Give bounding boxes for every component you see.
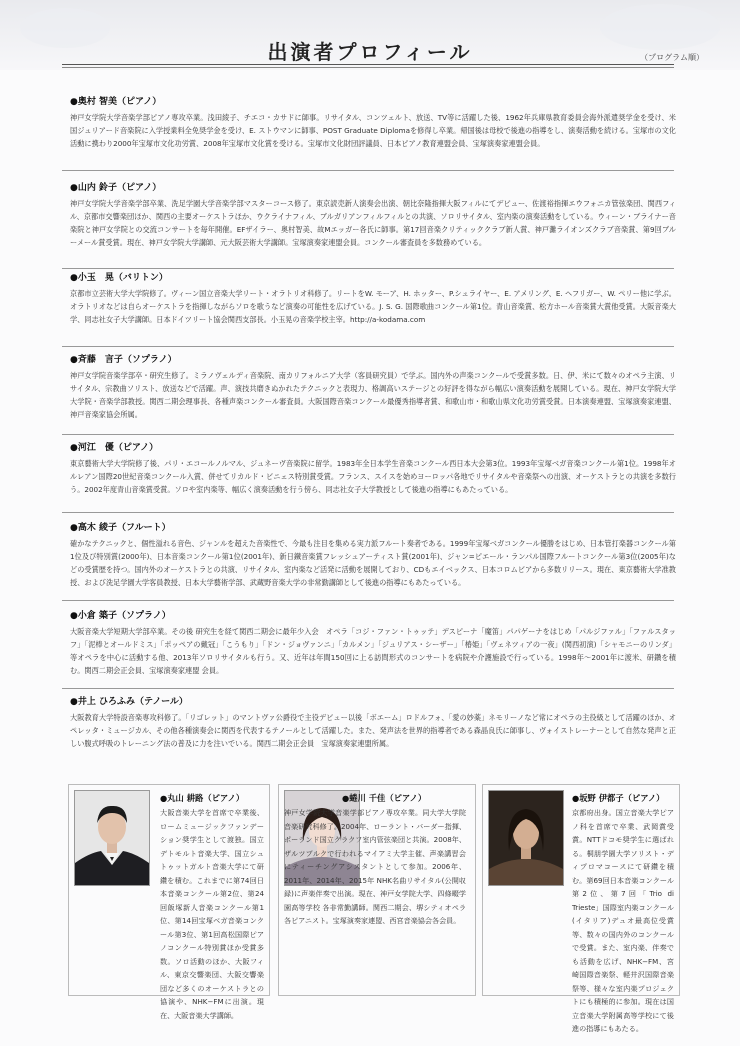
performer-bio: 神戸女学院音楽学部卒・研究生修了。ミラノヴェルディ音楽院、南カリフォルニア大学（客員研究員）で学ぶ。国内外の声楽コンクールで受賞多数。日、伊、米にて数々のオペラ主演、リサイタル、宗教曲ソリスト、放送などで活躍。声、演技共磨きぬかれたテクニックと表現力、格調高いステージとの好評を得ながら幅広い演奏活動を展開している。現在、神戸女学院大学大学院・音楽学部教授。関西二期会理事長、各種声楽コンクール審査員。大阪国際音楽コンクール最優秀指導者賞、和歌山市・和歌山県文化功労賞受賞。日本演奏連盟、宝塚演奏家連盟、神戸音楽家協会所属。 xyxy=(70,371,676,419)
section-divider xyxy=(62,346,674,347)
section-divider xyxy=(62,512,674,513)
profile-entry xyxy=(70,352,676,421)
performer-bio: 神戸女学院大学音楽学部ピアノ専攻卒業。同大学大学院音楽研究科修了。2004年、ローラント・バーダー指揮、ポーランド国立クラクフ室内管弦楽団と共演。2008年、ザルツブルクで行われるマイアミ大学主催、声楽講習会にティーチングアシスタントとして参加。2006年、2011年、2014年、2015年 NHK名曲リサイタル(公開収録)に声楽伴奏で出演。現在、神戸女学院大学、四條畷学園高等学校 各非常勤講師。関西二期会、堺シティオペラ 各ピアニスト。宝塚演奏家連盟、西宮音楽協会各会員。 xyxy=(284,808,466,925)
title-rule xyxy=(62,64,674,65)
profile-entry xyxy=(70,180,676,249)
performer-bio: 神戸女学院大学音楽学部ピアノ専攻卒業。浅田綾子、チエコ・カサドに師事。リサイタル、コンツェルト、放送、TV等に活躍した後、1962年兵庫県教育委員会海外派遣奨学金を受け、米国ジュリアード音楽院に入学授業料全免奨学金を受け、E. ストウマンに師事、POST Graduate Diplomaを修得し卒業。帰国後は母校で後進の指導をし、演奏活動を続ける。宝塚市の文化活動に携わり2000年宝塚市文化功労賞、2008年宝塚市文化賞を受ける。宝塚市文化財団評議員、日本ピアノ教育連盟会員、宝塚演奏家連盟会員。 xyxy=(70,113,676,148)
performer-name: ●斉藤 言子（ソプラノ） xyxy=(70,355,177,365)
section-divider xyxy=(62,688,674,689)
performer-name: ●高木 綾子（フルート） xyxy=(70,523,171,533)
performer-photo xyxy=(74,790,150,886)
performer-card xyxy=(488,790,674,1033)
profile-entry xyxy=(70,270,676,326)
performer-bio: 大阪教育大学特設音楽専攻科修了。「リゴレット」のマントヴァ公爵役で主役デビュー以後「ボエーム」ロドルフォ、「愛の妙薬」ネモリーノなど常にオペラの主役級として活躍のほか、オペレッタ・ミュージカル、その他各種演奏会に関西を代表するテノールとして活躍した。また、発声法を世界的指導者である森晶良氏に師事し、ヴォイストレーナーとして自然な発声と正しい腹式呼吸のトレーニング法の普及に力を注いでいる。関西二期会正会員 宝塚演奏家連盟所属。 xyxy=(70,713,676,748)
performer-bio: 京都府出身。国立音楽大学ピアノ科を首席で卒業、武岡賞受賞。NTTドコモ奨学生に選ばれる。桐朋学園大学ソリスト・ディプロマコースにて研鑽を積む。第69回日本音楽コンクール第2位、第7回「Trio di Trieste」国際室内楽コンクール(イタリア)デュオ最高位受賞等、数々の国内外のコンクールで受賞。また、室内楽、伴奏でも活動を広げ、NHK−FM、宮崎国際音楽祭、軽井沢国際音楽祭等、様々な室内楽プロジェクトにも積極的に参加。現在は国立音楽大学附属高等学校にて後進の指導にもあたる。 xyxy=(572,808,674,1033)
program-order-note: （プログラム順） xyxy=(640,53,704,62)
profile-entry xyxy=(70,94,676,150)
profile-entry xyxy=(70,520,676,589)
performer-card xyxy=(74,790,270,1020)
section-divider xyxy=(62,170,674,171)
profile-entry xyxy=(70,694,676,750)
performer-bio: 京都市立芸術大学大学院修了。ヴィーン国立音楽大学リート・オラトリオ科修了。リートをW. モーア、H. ホッター、P.シュライヤー、E. アメリング、E. ヘフリガー、W. ペリー他に学ぶ。オラトリオなどは自らオーケストラを指揮しながらソロを歌うなど演奏の可能性を広げている。J. S. G. 国際歌曲コンクール第1位。青山音楽賞、松方ホール音楽賞大賞他受賞。大阪音楽大学、同志社女子大学講師。日本ドイツリート協会関西支部長。小玉晃の音楽学校主宰。http://a-kodama.com xyxy=(70,289,676,324)
title-rule-thin xyxy=(62,67,674,68)
page-title: 出演者プロフィール xyxy=(267,40,473,64)
performer-name: ●蜷川 千佳（ピアノ） xyxy=(342,793,427,803)
performer-card xyxy=(284,790,470,1000)
performer-name: ●山内 鈴子（ピアノ） xyxy=(70,183,162,193)
performer-bio: 大阪音楽大学短期大学部卒業。その後 研究生を経て関西二期会に最年少入会 オペラ「コジ・ファン・トゥッテ」デスピーナ「魔笛」パパゲーナをはじめ「パルジファル」「ファルスタッフ」「泥棒とオールドミス」「ポッペアの戴冠」「こうもり」「ドン・ジョヴァンニ」「カルメン」「ジュリアス・シーザー」「椿姫」「ヴェネツィアの一夜」(関西初演)「シャモニーのリンダ」等オペラを中心に活動する他、2013年ソロリサイタルも行う。又、近年は年間150回に上る訪問形式のコンサートを病院や介護施設で行っている。1998年～2001年に渡米、研鑽を積む。関西二期会正会員、宝塚演奏家連盟 会員。 xyxy=(70,627,676,675)
performer-name: ●丸山 耕路（ピアノ） xyxy=(160,793,245,803)
performer-bio: 神戸女学院大学音楽学部卒業、洗足学園大学音楽学部マスターコース修了。東京読売新人演奏会出演、朝比奈隆指揮大阪フィルにてデビュー、佐渡裕指揮エウフォニカ管弦楽団、関西フィル、京都市交響楽団ほか、関西の主要オーケストラほか、ウクライナフィル、ブルガリアンフィルフィルとの共演、ソロリサイタル、室内楽の演奏活動をしている。ウィーン・ブライナー音楽院と神戸女学院との交流コンサートを毎年開催。EFザイラー、奥村智美、故Mエッガー各氏に師事。第17回音楽クリティッククラブ新人賞、神戸灘ライオンズクラブ音楽賞、第9回ブルーメール賞受賞。現在、神戸女学院大学講師、元大阪芸術大学講師。宝塚演奏家連盟会員。コンクール審査員を多数務めている。 xyxy=(70,199,676,247)
performer-name: ●小玉 晃（バリトン） xyxy=(70,273,168,283)
performer-name: ●坂野 伊都子（ピアノ） xyxy=(572,793,665,803)
performer-name: ●奥村 智美（ピアノ） xyxy=(70,97,162,107)
section-divider xyxy=(62,434,674,435)
performer-name: ●小倉 築子（ソプラノ） xyxy=(70,611,171,621)
performer-bio: 東京藝術大学大学院修了後、パリ・エコールノルマル、ジュネーヴ音楽院に留学。1983年全日本学生音楽コンクール西日本大会第3位。1993年宝塚ベガ音楽コンクール第1位。1998年オルレアン国際20世紀音楽コンクール入賞、併せてリカルド・ビニェス特別賞受賞。フランス、スイスを始めヨーロッパ各地でリサイタルや音楽祭への出演、オーケストラとの共演を多数行う。2002年度青山音楽賞受賞。ソロや室内楽等、幅広く演奏活動を行う傍ら、同志社女子大学教授として後進の指導にもあたっている。 xyxy=(70,459,676,494)
performer-photo xyxy=(488,790,564,886)
performer-bio: 確かなテクニックと、個性溢れる音色、ジャンルを超えた音楽性で、今最も注目を集める実力派フルート奏者である。1999年宝塚ベガコンクール優勝をはじめ、日本管打楽器コンクール第1位及び特別賞(2000年)、日本音楽コンクール第1位(2001年)、新日鐵音楽賞フレッシュアーティスト賞(2001年)、ジャン=ピエール・ランパル国際フルートコンクール第3位(2005年)などの受賞歴を持つ。国内外のオーケストラとの共演、リサイタル、室内楽など活発に活動を展開しており、CDもエイベックス、日本コロムビアから多数リリース。現在、東京藝術大学准教授、および洗足学園大学客員教授、日本大学藝術学部、武蔵野音楽大学の非常勤講師として後進の指導にもあたっている。 xyxy=(70,539,676,587)
performer-name: ●河江 優（ピアノ） xyxy=(70,443,159,453)
section-divider xyxy=(62,268,674,269)
performer-bio: 大阪音楽大学を首席で卒業後、ロームミュージックファンデーション奨学生として渡独。国立デトモルト音楽大学、国立シュトゥットガルト音楽大学にて研鑽を積む。これまでに第74回日本音楽コンクール第2位、第24回飯塚新人音楽コンクール第1位、第14回宝塚ベガ音楽コンクール第3位、第1回高松国際ピアノコンクール特別賞ほか受賞多数。ソロ活動のほか、大阪フィル、東京交響楽団、大阪交響楽団など多くのオーケストラとの協演や、NHK−FMに出演。現在、大阪音楽大学講師。 xyxy=(160,808,264,1020)
profile-entry xyxy=(70,608,676,677)
performer-name: ●井上 ひろふみ（テノール） xyxy=(70,697,188,707)
section-divider xyxy=(62,600,674,601)
profile-entry xyxy=(70,440,676,496)
